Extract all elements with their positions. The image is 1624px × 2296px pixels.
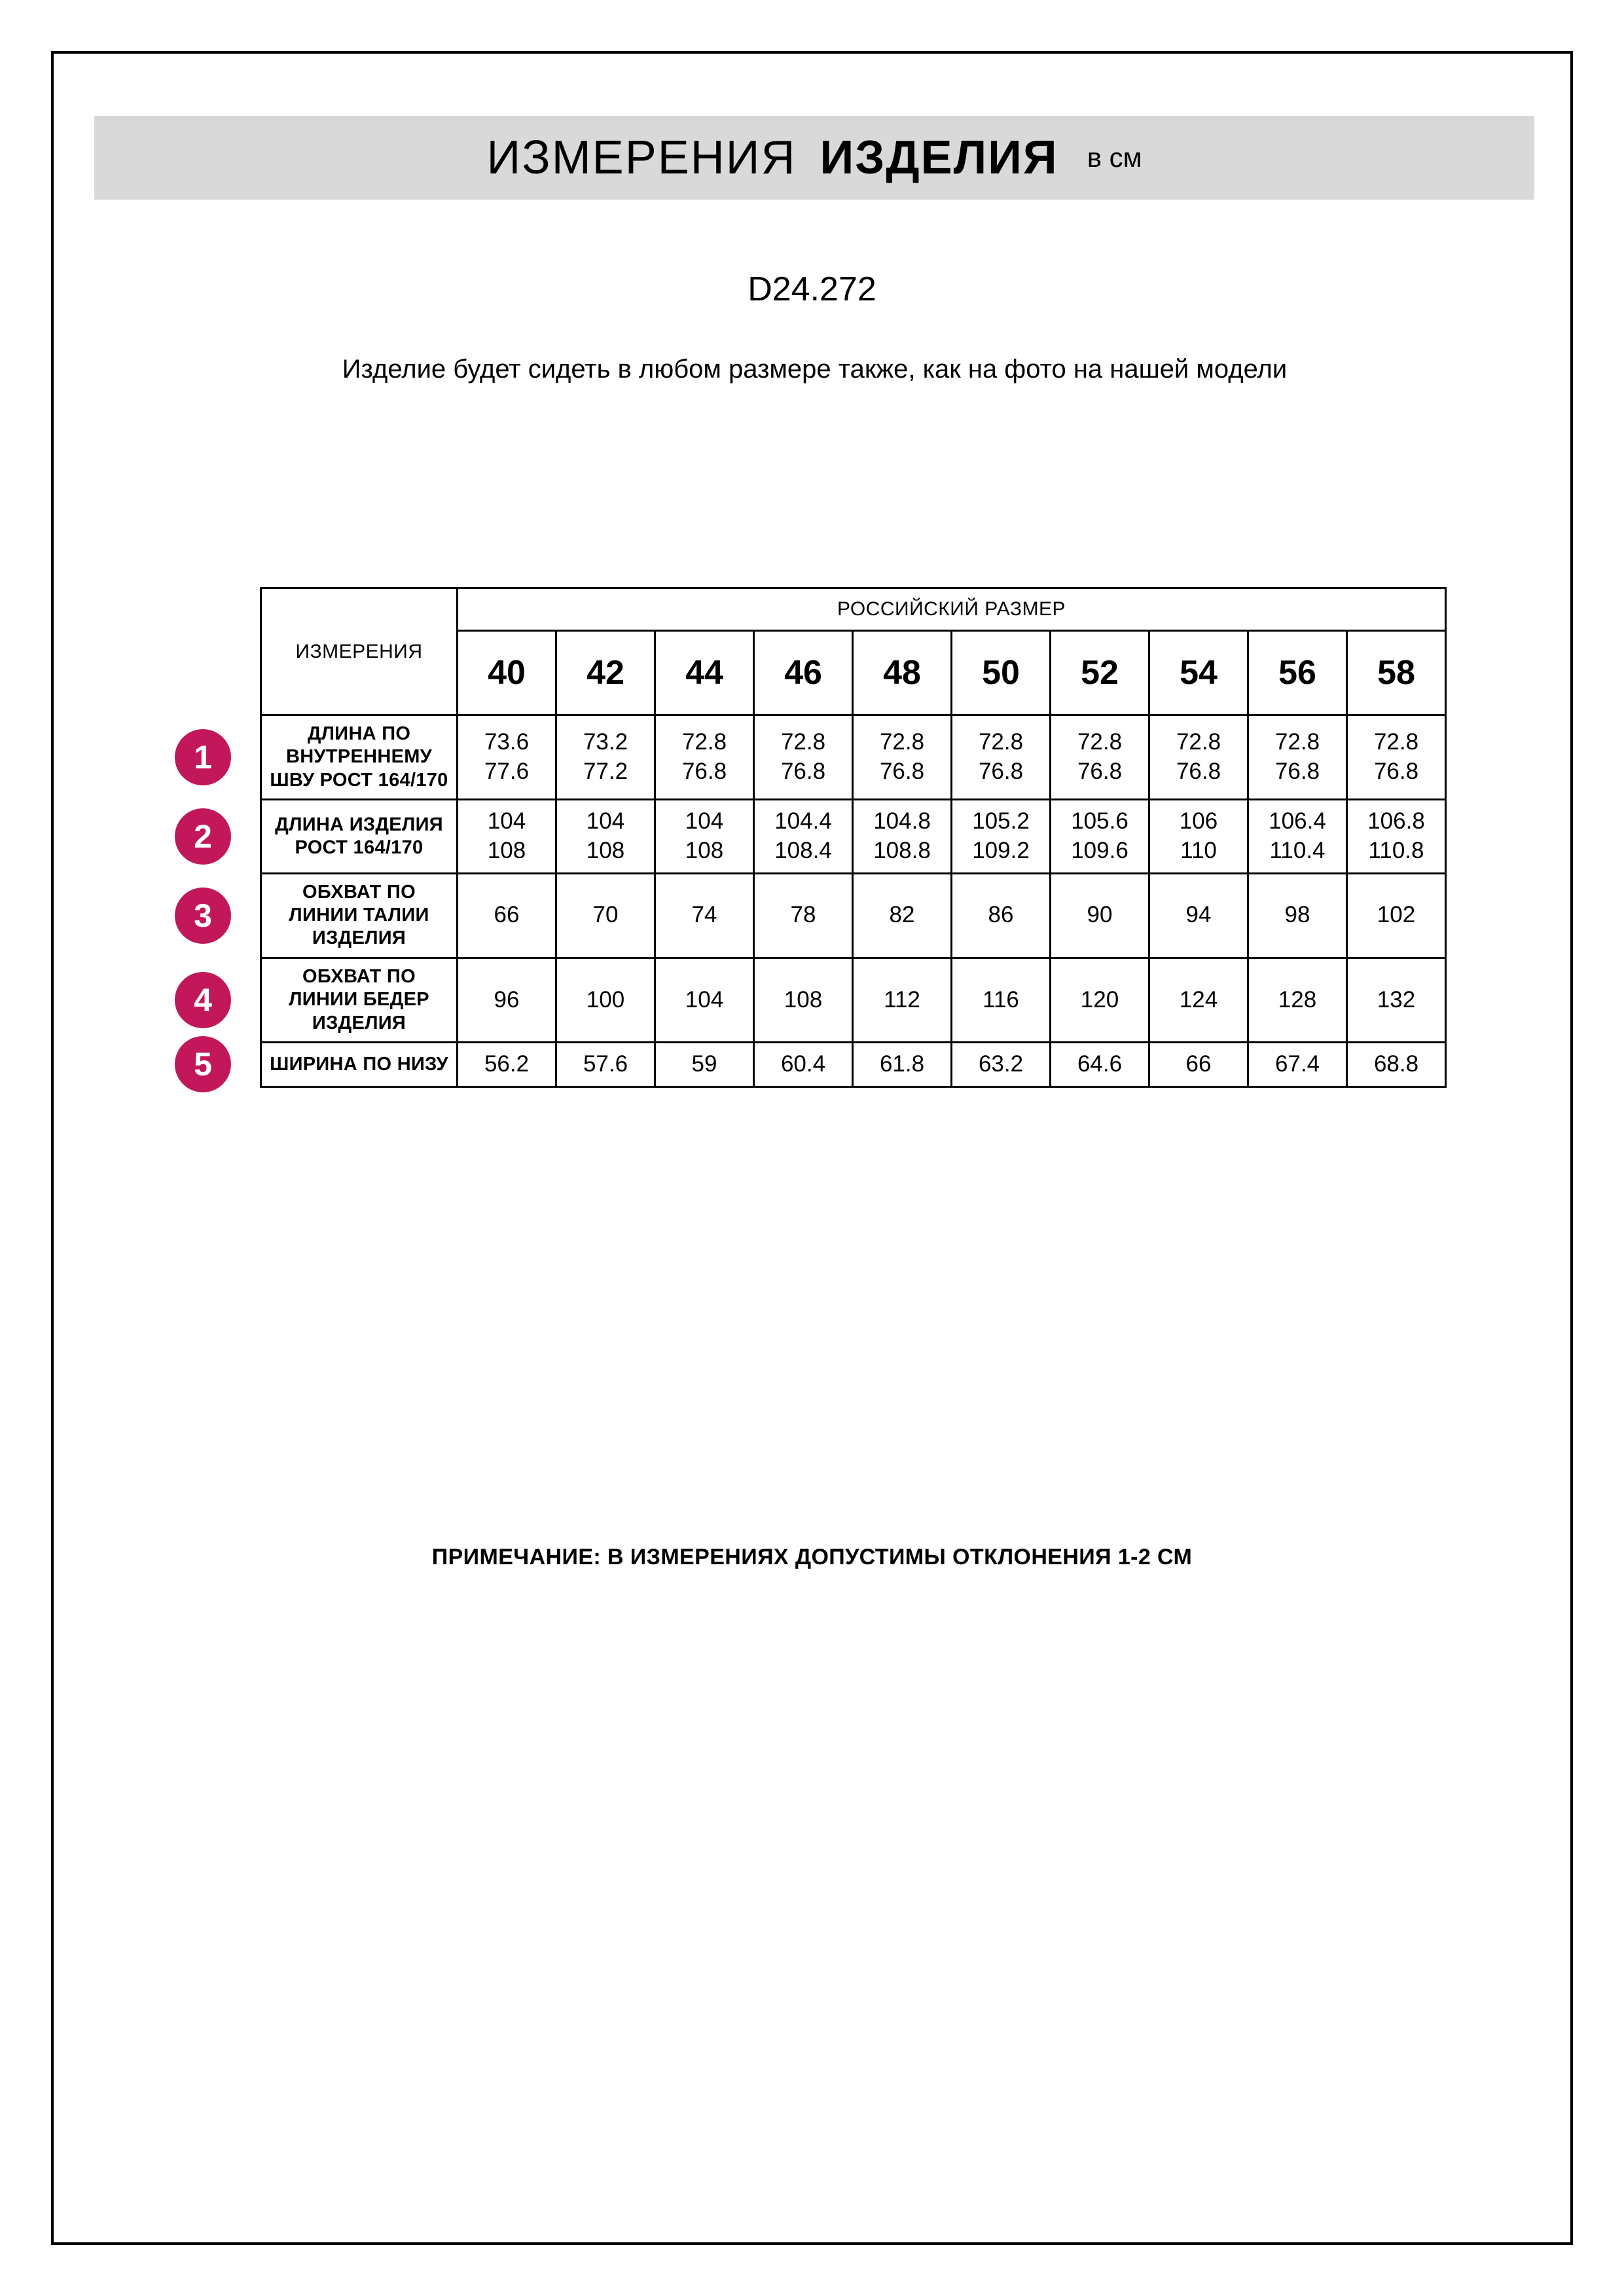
subtitle-text: Изделие будет сидеть в любом размере также, как на фото на нашей модели (342, 355, 1288, 384)
table-cell (655, 873, 754, 958)
cell-line: 108 (685, 837, 724, 863)
table-row (261, 958, 1446, 1042)
cell-line: 76.8 (1274, 759, 1320, 785)
table-cell (952, 1042, 1051, 1086)
cell-line: 108.4 (774, 837, 832, 863)
table-cell (1051, 873, 1149, 958)
cell-line: 96 (494, 986, 520, 1013)
cell-line: 59 (691, 1050, 717, 1077)
table-cell (1347, 800, 1446, 874)
table-cell (952, 958, 1051, 1042)
cell-line: 116 (983, 986, 1019, 1013)
table-cell (1347, 873, 1446, 958)
table-cell (1149, 873, 1248, 958)
table-cell (655, 958, 754, 1042)
table-cell (1248, 958, 1347, 1042)
size-header-cell: 48 (853, 631, 952, 715)
cell-line: 108.8 (873, 837, 931, 863)
cell-line: 72.8 (780, 729, 826, 755)
table-cell (754, 715, 853, 800)
table-cell (458, 800, 556, 874)
row-label: ОБХВАТ ПО ЛИНИИ ТАЛИИ ИЗДЕЛИЯ (261, 873, 458, 958)
table-cell (1051, 800, 1149, 874)
table-cell (458, 1042, 556, 1086)
cell-line: 76.8 (978, 759, 1024, 785)
table-row (261, 715, 1446, 800)
row-badge-4: 4 (175, 972, 231, 1028)
cell-line: 60.4 (780, 1050, 826, 1077)
row-badge-2: 2 (175, 808, 231, 865)
size-group-header: РОССИЙСКИЙ РАЗМЕР (458, 588, 1446, 631)
table-head (261, 588, 1446, 715)
size-header-cell: 42 (556, 631, 655, 715)
cell-line: 76.8 (780, 759, 826, 785)
cell-line: 63.2 (978, 1050, 1024, 1077)
cell-line: 72.8 (1274, 729, 1320, 755)
table-cell (1149, 800, 1248, 874)
cell-line: 102 (1377, 902, 1416, 928)
cell-line: 105.6 (1071, 808, 1128, 834)
table-cell (655, 1042, 754, 1086)
cell-line: 108 (487, 837, 526, 863)
table-cell (1248, 715, 1347, 800)
table-cell (1347, 715, 1446, 800)
cell-line: 104.8 (873, 808, 931, 834)
cell-line: 76.8 (681, 759, 727, 785)
cell-line: 120 (1080, 986, 1119, 1013)
table-cell (1248, 1042, 1347, 1086)
table-row (261, 800, 1446, 874)
cell-line: 70 (592, 902, 619, 928)
table-cell (556, 873, 655, 958)
table-cell (1347, 1042, 1446, 1086)
table-cell (1149, 958, 1248, 1042)
cell-line: 104 (487, 808, 526, 834)
cell-line: 73.6 (484, 729, 530, 755)
page-border (51, 51, 1573, 2245)
size-header-cell: 56 (1248, 631, 1347, 715)
cell-line: 94 (1185, 902, 1212, 928)
row-badge-5: 5 (175, 1036, 231, 1092)
table-head-group-row (261, 588, 1446, 631)
cell-line: 66 (1185, 1050, 1212, 1077)
cell-line: 104.4 (774, 808, 832, 834)
table-row (261, 1042, 1446, 1086)
cell-line: 72.8 (681, 729, 727, 755)
table-cell (952, 873, 1051, 958)
cell-line: 72.8 (1373, 729, 1419, 755)
row-label: ДЛИНА ИЗДЕЛИЯ РОСТ 164/170 (261, 800, 458, 874)
table-cell (853, 1042, 952, 1086)
title-banner (94, 116, 1534, 200)
row-badge-3: 3 (175, 888, 231, 944)
table-cell (853, 873, 952, 958)
cell-line: 109.6 (1071, 837, 1128, 863)
cell-line: 110.8 (1368, 837, 1424, 863)
cell-line: 124 (1179, 986, 1218, 1013)
table-cell (853, 715, 952, 800)
cell-line: 104 (685, 808, 724, 834)
table-cell (754, 873, 853, 958)
table-cell (1248, 873, 1347, 958)
cell-line: 128 (1278, 986, 1317, 1013)
size-header-cell: 58 (1347, 631, 1446, 715)
cell-line: 78 (790, 902, 816, 928)
size-table (260, 587, 1447, 1088)
cell-line: 56.2 (484, 1050, 530, 1077)
cell-line: 61.8 (879, 1050, 925, 1077)
title-strong: ИЗДЕЛИЯ (820, 132, 1058, 184)
table-body (261, 715, 1446, 1087)
table-cell (853, 958, 952, 1042)
table-cell (754, 800, 853, 874)
cell-line: 112 (884, 986, 920, 1013)
document-code: D24.272 (748, 270, 876, 308)
table-cell (952, 800, 1051, 874)
title-unit: в см (1087, 142, 1142, 173)
row-badge-1: 1 (175, 729, 231, 785)
cell-line: 86 (988, 902, 1014, 928)
cell-line: 104 (685, 986, 724, 1013)
cell-line: 132 (1377, 986, 1416, 1013)
table-cell (952, 715, 1051, 800)
cell-line: 72.8 (978, 729, 1024, 755)
size-header-cell: 52 (1051, 631, 1149, 715)
cell-line: 74 (691, 902, 717, 928)
cell-line: 72.8 (879, 729, 925, 755)
cell-line: 104 (586, 808, 625, 834)
cell-line: 72.8 (1077, 729, 1123, 755)
table-cell (1149, 1042, 1248, 1086)
row-label: ДЛИНА ПО ВНУТРЕННЕМУ ШВУ РОСТ 164/170 (261, 715, 458, 800)
footnote: ПРИМЕЧАНИЕ: В ИЗМЕРЕНИЯХ ДОПУСТИМЫ ОТКЛОНЕНИЯ 1-2 СМ (431, 1545, 1193, 1570)
table-cell (1051, 715, 1149, 800)
cell-line: 108 (586, 837, 625, 863)
cell-line: 110.4 (1269, 837, 1326, 863)
cell-line: 76.8 (879, 759, 925, 785)
cell-line: 77.2 (583, 759, 628, 785)
cell-line: 76.8 (1373, 759, 1419, 785)
table-cell (556, 1042, 655, 1086)
table-cell (1149, 715, 1248, 800)
cell-line: 98 (1284, 902, 1310, 928)
cell-line: 64.6 (1077, 1050, 1123, 1077)
cell-line: 67.4 (1274, 1050, 1320, 1077)
cell-line: 76.8 (1077, 759, 1123, 785)
cell-line: 68.8 (1373, 1050, 1419, 1077)
table-cell (1347, 958, 1446, 1042)
cell-line: 72.8 (1176, 729, 1221, 755)
cell-line: 82 (889, 902, 915, 928)
table-cell (655, 715, 754, 800)
cell-line: 73.2 (583, 729, 628, 755)
cell-line: 108 (784, 986, 823, 1013)
table-cell (556, 800, 655, 874)
table-cell (556, 958, 655, 1042)
cell-line: 105.2 (972, 808, 1030, 834)
table-cell (1051, 958, 1149, 1042)
size-header-cell: 40 (458, 631, 556, 715)
cell-line: 90 (1087, 902, 1113, 928)
cell-line: 66 (494, 902, 520, 928)
table-cell (655, 800, 754, 874)
table-cell (1051, 1042, 1149, 1086)
measurements-header: ИЗМЕРЕНИЯ (261, 588, 458, 715)
row-label: ШИРИНА ПО НИЗУ (261, 1042, 458, 1086)
table-cell (556, 715, 655, 800)
table-cell (754, 958, 853, 1042)
cell-line: 110 (1180, 837, 1217, 863)
table-cell (1248, 800, 1347, 874)
row-label: ОБХВАТ ПО ЛИНИИ БЕДЕР ИЗДЕЛИЯ (261, 958, 458, 1042)
size-header-cell: 44 (655, 631, 754, 715)
cell-line: 76.8 (1176, 759, 1221, 785)
title-main: ИЗМЕРЕНИЯ (486, 132, 797, 184)
cell-line: 106.4 (1269, 808, 1326, 834)
cell-line: 106 (1179, 808, 1218, 834)
document-content (54, 54, 1570, 2242)
cell-line: 109.2 (972, 837, 1030, 863)
table-cell (853, 800, 952, 874)
table-cell (458, 958, 556, 1042)
size-table-wrapper (260, 587, 1445, 1088)
size-header-cell: 46 (754, 631, 853, 715)
size-header-cell: 50 (952, 631, 1051, 715)
size-header-cell: 54 (1149, 631, 1248, 715)
cell-line: 57.6 (583, 1050, 628, 1077)
table-row (261, 873, 1446, 958)
table-cell (458, 873, 556, 958)
table-cell (754, 1042, 853, 1086)
table-cell (458, 715, 556, 800)
cell-line: 100 (586, 986, 625, 1013)
cell-line: 106.8 (1367, 808, 1425, 834)
cell-line: 77.6 (484, 759, 530, 785)
